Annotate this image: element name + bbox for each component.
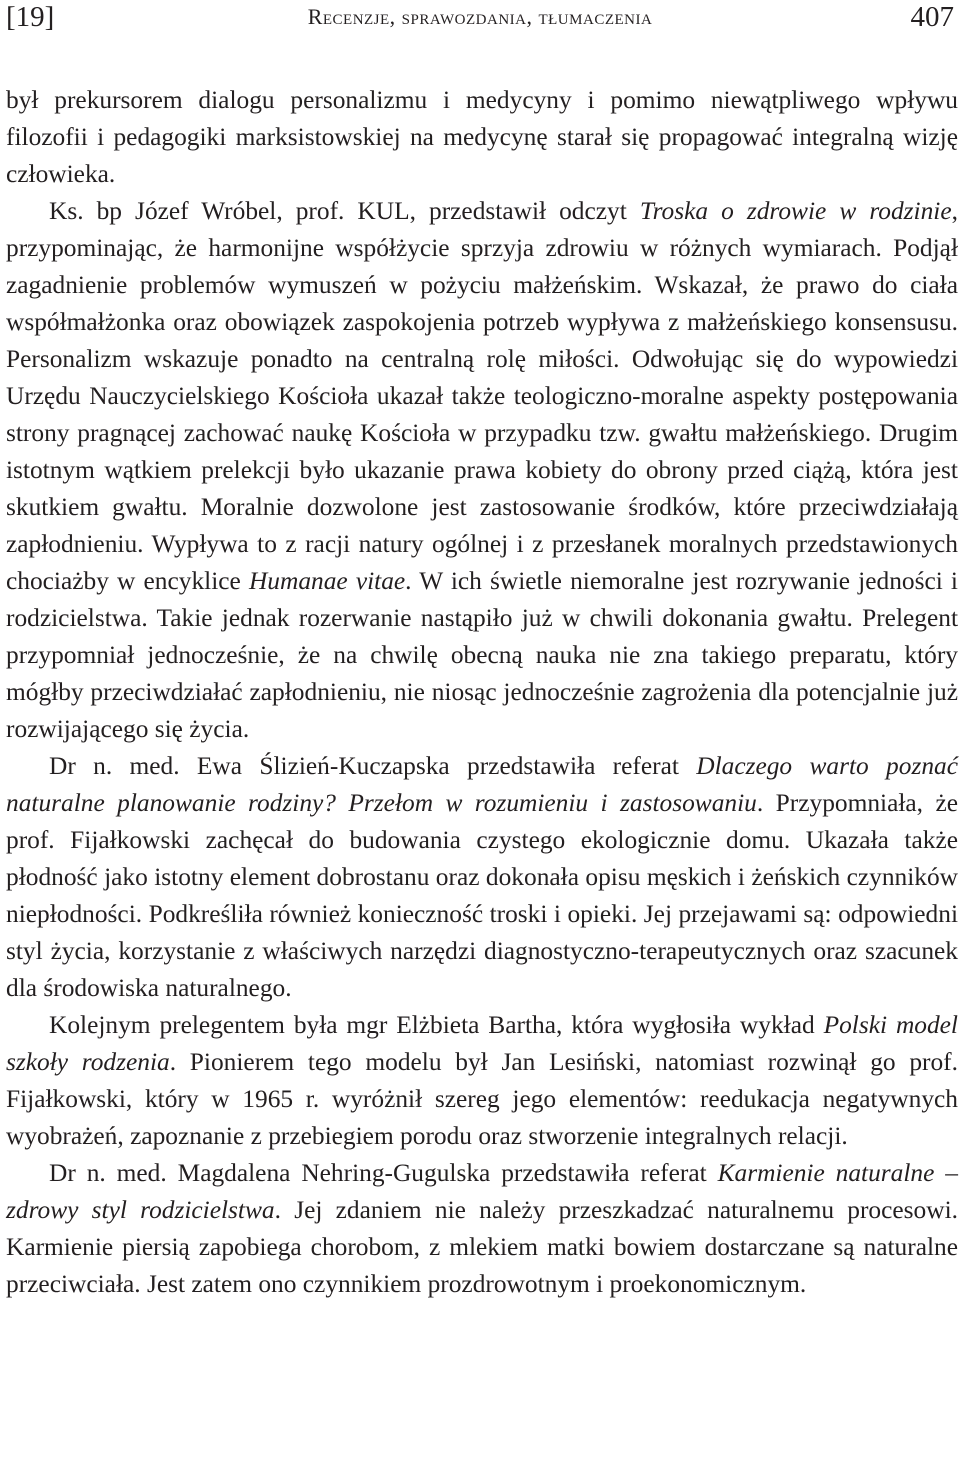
italic-title: Humanae vitae <box>248 567 406 595</box>
paragraph <box>6 82 958 193</box>
italic-title: Troska o zdrowie w rodzinie <box>639 197 952 225</box>
italic-title: Dlaczego warto poznać naturalne planowanie rodziny? Przełom w rozumieniu i zastosowaniu <box>6 752 958 817</box>
section-number: [19] <box>6 1 55 33</box>
text-run: Dr n. med. Ewa Ślizień-Kuczapska przedstawiła referat <box>49 752 697 780</box>
text-run: . W ich świetle niemoralne jest rozrywanie jedności i rodzicielstwa. Takie jednak rozerwanie nastąpiło już w chwili dokonania gwałtu. Prelegent przypomniał jednocześnie, że na chwilę obecną nauka nie zna takiego preparatu, który mógłby przeciwdziałać zapłodnieniu, nie niosąc jednocześnie zagrożenia dla potencjalnie już rozwijającego się życia. <box>6 567 958 743</box>
article-body <box>6 82 958 1303</box>
text-run: . Przypomniała, że prof. Fijałkowski zachęcał do budowania czystego ekologicznie domu. Ukazała także płodność jako istotny element dobrostanu oraz dokonała opisu męskich i żeńskich czynników niepłodności. Podkreśliła również konieczność troski i opieki. Jej przejawami są: odpowiedni styl życia, korzystanie z właściwych narzędzi diagnostyczno-terapeutycznych oraz szacunek dla środowiska naturalnego. <box>6 789 958 1002</box>
paragraph <box>6 748 958 1007</box>
text-run: , przypominając, że harmonijne współżycie sprzyja zdrowiu w różnych wymiarach. Podjął zagadnienie problemów wymuszeń w pożyciu małżeńskim. Wskazał, że prawo do ciała współmałżonka oraz obowiązek zaspokojenia potrzeb wypływa z małżeńskiego konsensusu. Personalizm wskazuje ponadto na centralną rolę miłości. Odwołując się do wypowiedzi Urzędu Nauczycielskiego Kościoła ukazał także teologiczno-moralne aspekty postępowania strony pragnącej zachować naukę Kościoła w przypadku tzw. gwałtu małżeńskiego. Drugim istotnym wątkiem prelekcji było ukazanie prawa kobiety do obrony przed ciążą, która jest skutkiem gwałtu. Moralnie dozwolone jest zastosowanie środków, które przeciwdziałają zapłodnieniu. Wypływa to z racji natury ogólnej i z przesłanek moralnych przedstawionych chociażby w encyklice <box>6 197 958 595</box>
section-title: Recenzje, sprawozdania, tłumaczenia <box>307 4 653 29</box>
italic-title: Polski model szkoły rodzenia <box>6 1011 958 1076</box>
italic-title: Karmienie naturalne – zdrowy styl rodzicielstwa <box>6 1159 958 1224</box>
text-run: Dr n. med. Magdalena Nehring-Gugulska przedstawiła referat <box>49 1159 718 1187</box>
paragraph <box>6 193 958 748</box>
text-run: . Jej zdaniem nie należy przeszkadzać naturalnemu procesowi. Karmienie piersią zapobiega chorobom, z mlekiem matki bowiem dostarczane są naturalne przeciwciała. Jest zatem ono czynnikiem prozdrowotnym i proekonomicznym. <box>6 1196 958 1298</box>
paragraph <box>6 1007 958 1155</box>
text-run: Ks. bp Józef Wróbel, prof. KUL, przedstawił odczyt <box>49 197 640 225</box>
text-run: . Pionierem tego modelu był Jan Lesiński, natomiast rozwinął go prof. Fijałkowski, który w 1965 r. wyróżnił szereg jego elementów: reedukacja negatywnych wyobrażeń, zapoznanie z przebiegiem porodu oraz stworzenie integralnych relacji. <box>6 1048 958 1150</box>
paragraph <box>6 1155 958 1303</box>
text-run: Kolejnym prelegentem była mgr Elżbieta Bartha, która wygłosiła wykład <box>49 1011 824 1039</box>
text-run: był prekursorem dialogu personalizmu i medycyny i pomimo niewątpliwego wpływu filozofii i pedagogiki marksistowskiej na medycynę starał się propagować integralną wizję człowieka. <box>6 86 958 188</box>
page-number: 407 <box>910 1 954 33</box>
running-header <box>0 0 960 34</box>
